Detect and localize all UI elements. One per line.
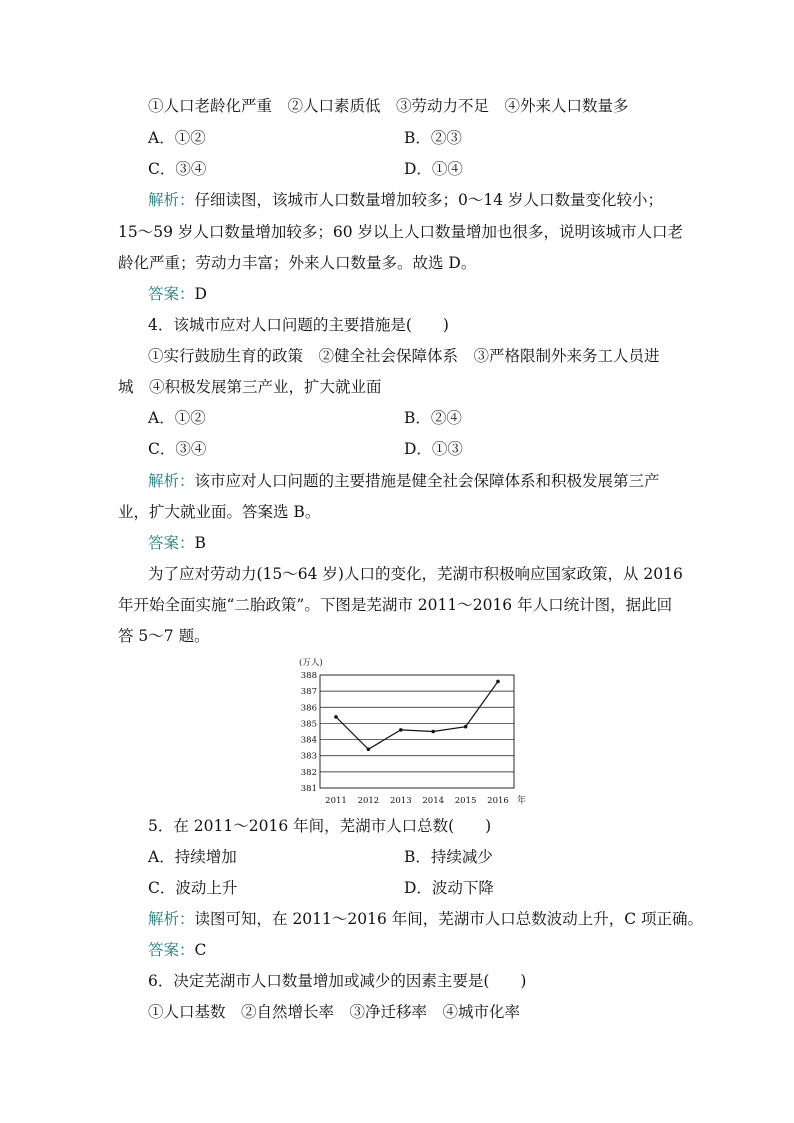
x-tick-label: 2015 (454, 796, 477, 806)
y-tick-label: 384 (300, 735, 317, 746)
x-tick-label: 2016 (487, 796, 509, 806)
q5-stem: 5．在 2011～2016 年间，芜湖市人口总数( ) (148, 817, 492, 835)
answer-label: 答案： (148, 534, 195, 552)
intro-line3: 答 5～7 题。 (118, 627, 210, 645)
population-line-chart (296, 655, 536, 811)
q3-choice-a: A．①② (148, 129, 206, 147)
chart-x-ticks (325, 796, 509, 806)
intro-line1: 为了应对劳动力(15～64 岁)人口的变化，芜湖市积极响应国家政策，从 2016 (148, 565, 683, 583)
data-point (464, 725, 468, 729)
data-point (496, 680, 500, 684)
y-tick-label: 387 (300, 687, 317, 698)
q5-analysis (148, 909, 703, 929)
analysis-label: 解析： (148, 910, 195, 928)
q4-choice-d: D．①③ (404, 440, 463, 458)
q4-answer (148, 533, 206, 553)
answer-value: C (194, 941, 207, 959)
intro-line2: 年开始全面实施“二胎政策”。下图是芜湖市 2011～2016 年人口统计图，据此回 (118, 596, 673, 614)
q3-choice-d: D．①④ (404, 160, 463, 178)
q6-options-line: ①人口基数 ②自然增长率 ③净迁移率 ④城市化率 (148, 1003, 521, 1021)
q3-answer (148, 284, 207, 304)
q4-choice-a: A．①② (148, 409, 206, 427)
data-point (431, 730, 435, 734)
analysis-label: 解析： (148, 191, 195, 209)
q4-choice-c: C．③④ (148, 440, 207, 458)
x-tick-label: 2012 (357, 796, 380, 806)
chart-x-unit: 年 (517, 796, 527, 806)
x-tick-label: 2011 (325, 796, 347, 806)
y-tick-label: 386 (300, 703, 317, 714)
answer-value: D (194, 285, 207, 303)
y-tick-label: 383 (300, 751, 317, 762)
q3-options-line: ①人口老龄化严重 ②人口素质低 ③劳动力不足 ④外来人口数量多 (148, 97, 629, 115)
y-tick-label: 385 (300, 719, 317, 730)
q5-choice-a: A．持续增加 (148, 848, 237, 866)
answer-label: 答案： (148, 941, 195, 959)
analysis-text: 该市应对人口问题的主要措施是健全社会保障体系和积极发展第三产 (194, 472, 660, 490)
q4-choice-b: B．②④ (404, 409, 462, 427)
analysis-text: 仔细读图，该城市人口数量增加较多；0～14 岁人口数量变化较小； (194, 191, 664, 209)
q3-analysis-line3: 龄化严重；劳动力丰富；外来人口数量多。故选 D。 (118, 254, 477, 272)
analysis-label: 解析： (148, 472, 195, 490)
analysis-text: 读图可知，在 2011～2016 年间，芜湖市人口总数波动上升，C 项正确。 (194, 910, 704, 928)
q3-analysis-line2: 15～59 岁人口数量增加较多；60 岁以上人口数量增加也很多，说明该城市人口老 (118, 223, 684, 241)
q6-stem: 6．决定芜湖市人口数量增加或减少的因素主要是( ) (148, 972, 527, 990)
q4-analysis-line2: 业，扩大就业面。答案选 B。 (118, 503, 321, 521)
chart-series (334, 680, 500, 751)
chart-unit-label: (万人) (299, 658, 323, 668)
chart-y-ticks (301, 671, 317, 794)
data-point (334, 715, 338, 719)
q4-analysis-line1 (148, 471, 660, 491)
data-point (399, 728, 403, 732)
q5-choice-d: D．波动下降 (404, 879, 494, 897)
q4-options-line2: 城 ④积极发展第三产业，扩大就业面 (118, 378, 382, 396)
q3-analysis-line1 (148, 190, 663, 210)
q4-options-line1: ①实行鼓励生育的政策 ②健全社会保障体系 ③严格限制外来务工人员进 (148, 347, 660, 365)
x-tick-label: 2013 (389, 796, 412, 806)
y-tick-label: 381 (300, 784, 317, 794)
y-tick-label: 382 (300, 767, 317, 778)
q3-choice-c: C．③④ (148, 160, 207, 178)
chart-frame (320, 675, 514, 788)
q5-answer (148, 940, 206, 960)
y-tick-label: 388 (300, 671, 317, 681)
q3-choice-b: B．②③ (404, 129, 462, 147)
series-line (336, 681, 498, 749)
chart-grid (320, 675, 514, 788)
answer-value: B (194, 534, 206, 552)
data-point (367, 747, 371, 751)
answer-label: 答案： (148, 285, 195, 303)
q4-stem: 4．该城市应对人口问题的主要措施是( ) (148, 316, 449, 334)
q5-choice-b: B．持续减少 (404, 848, 493, 866)
x-tick-label: 2014 (422, 796, 445, 806)
q5-choice-c: C．波动上升 (148, 879, 238, 897)
